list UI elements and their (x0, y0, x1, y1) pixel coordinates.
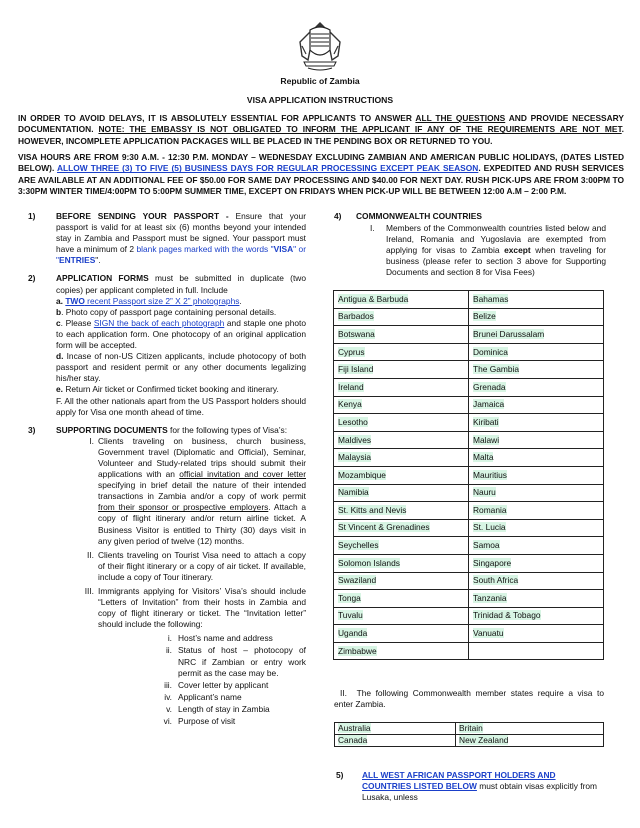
country-name: Tanzania (473, 592, 507, 603)
country-name: Singapore (473, 557, 512, 568)
processing-time-link[interactable]: ALLOW THREE (3) TO FIVE (5) BUSINESS DAYS FOR REGULAR PROCESSING EXCEPT PEAK SEASON (57, 163, 479, 174)
country-name: Antigua & Barbuda (338, 293, 409, 304)
country-name: Mauritius (473, 469, 507, 480)
table-cell (334, 519, 469, 537)
country-name: Romania (473, 504, 507, 515)
country-name: Samoa (473, 540, 500, 551)
country-name: Maldives (338, 434, 372, 445)
country-name: Nauru (473, 487, 496, 498)
country-name: Dominica (473, 346, 508, 357)
country-name: Solomon Islands (338, 557, 400, 568)
country-name: Tuvalu (338, 610, 363, 621)
country-name: Britain (459, 723, 483, 733)
table-cell (469, 343, 604, 361)
country-name: Grenada (473, 381, 506, 392)
country-name: Zimbabwe (338, 645, 377, 656)
table-row (334, 484, 604, 502)
country-name: Ireland (338, 381, 364, 392)
table-cell (469, 537, 604, 555)
country-name: Malawi (473, 434, 500, 445)
list-item: ii. Status of host – photocopy of NRC if Zambian or entry work permit as the case may be. (165, 645, 306, 678)
table-cell (469, 554, 604, 572)
table-cell (334, 326, 469, 344)
country-name: Botswana (338, 328, 375, 339)
list-item: vi. Purpose of visit (163, 716, 236, 727)
west-african-countries-link[interactable]: ALL WEST AFRICAN PASSPORT HOLDERS AND COUNTRIES LISTED BELOW (362, 770, 556, 792)
table-cell (469, 642, 604, 660)
photographs-link[interactable]: recent Passport size 2” X 2” photographs (84, 295, 240, 306)
country-name: Fiji Island (338, 364, 374, 375)
intro-paragraph-hours: VISA HOURS ARE FROM 9:30 A.M. - 12:30 P.M. MONDAY – WEDNESDAY EXCLUDING ZAMBIAN AND AMERICAN PUBLIC HOLIDAYS, (DATES LISTED BELOW). ALLOW THREE (3) TO FIVE (5) BUSINESS DAYS FOR REGULAR PROCESSING EXCEPT PEAK SEASON. EXPEDITED AND RUSH SERVICES ARE AVAILABLE AT AN ADDITIONAL FEE OF $50.00 FOR SAME DAY PROCESSING AND $40.00 FOR NEXT DAY. RUSH PICK-UPS ARE FROM 3:00PM TO 3:30PM WINTER TIME/4:00PM TO 5:00PM SUMMER TIME, EXCEPT ON FRIDAYS WHEN PICK-UP WILL BE BETWEEN 12:00 A.M – 2:00 P.M. (18, 152, 624, 197)
table-cell (456, 735, 604, 747)
table-cell (334, 343, 469, 361)
coat-of-arms-icon (296, 20, 344, 72)
two-photos-link[interactable]: TWO (65, 295, 85, 306)
table-row (334, 414, 604, 432)
country-name: Jamaica (473, 399, 505, 410)
table-cell (469, 326, 604, 344)
table-row (334, 590, 604, 608)
table-cell (334, 607, 469, 625)
country-name: Malta (473, 452, 494, 463)
country-name: Australia (338, 723, 371, 733)
country-name: Mozambique (338, 469, 386, 480)
list-item: d. Incase of non-US Citizen applicants, include photocopy of both passport and resident permit or any other documents legalizing his/her stay. (56, 351, 306, 384)
table-row (334, 378, 604, 396)
table-cell (334, 378, 469, 396)
intro-paragraph-1: IN ORDER TO AVOID DELAYS, IT IS ABSOLUTELY ESSENTIAL FOR APPLICANTS TO ANSWER ALL THE QUESTIONS AND PROVIDE NECESSARY DOCUMENTATION. NOTE: THE EMBASSY IS NOT OBLIGATED TO INFORM THE APPLICANT IF ANY OF THE REQUIREMENTS ARE NOT MET. HOWEVER, INCOMPLETE APPLICATION PACKAGES WILL BE PLACED IN THE PENDING BOX OR RETURNED TO YOU. (18, 113, 624, 146)
table-cell (456, 723, 604, 735)
table-cell (469, 431, 604, 449)
table-cell (469, 484, 604, 502)
country-name: Republic of Zambia (280, 76, 360, 86)
sign-photo-link[interactable]: SIGN the back of each photograph (93, 317, 225, 328)
list-item: F. All the other nationals apart from the US Passport holders should apply for Visa one month ahead of time. (56, 395, 306, 417)
list-item: e. Return Air ticket or Confirmed ticket booking and itinerary. (56, 384, 279, 395)
country-name: New Zealand (459, 735, 509, 746)
list-item: a. TWO recent Passport size 2” X 2” photographs. (56, 295, 242, 306)
country-name: Seychelles (338, 540, 379, 551)
table-cell (334, 537, 469, 555)
table-cell (334, 361, 469, 379)
table-row (335, 735, 604, 747)
table-cell (469, 607, 604, 625)
table-cell (469, 590, 604, 608)
country-name: Cyprus (338, 346, 365, 357)
table-cell (334, 431, 469, 449)
commonwealth-table (333, 290, 604, 660)
table-cell (334, 642, 469, 660)
section-heading-commonwealth: 4) COMMONWEALTH COUNTRIES (334, 211, 482, 221)
country-name: St. Kitts and Nevis (338, 504, 407, 515)
visa-required-text: II. The following Commonwealth member states require a visa to enter Zambia. (334, 688, 605, 710)
country-name: Kenya (338, 399, 362, 410)
visa-required-table (334, 722, 604, 747)
table-cell (334, 396, 469, 414)
table-cell (334, 414, 469, 432)
table-row (334, 449, 604, 467)
country-name: Kiribati (473, 416, 499, 427)
country-name: Malaysia (338, 452, 372, 463)
table-cell (334, 554, 469, 572)
table-row (334, 466, 604, 484)
table-row (334, 537, 604, 555)
list-item: iv. Applicant’s name (164, 691, 242, 702)
country-name: Bahamas (473, 293, 509, 304)
country-name: Trinidad & Tobago (473, 610, 541, 621)
country-name: Tonga (338, 592, 361, 603)
table-row (334, 519, 604, 537)
table-cell (469, 625, 604, 643)
table-row (334, 361, 604, 379)
country-name: St Vincent & Grenadines (338, 522, 430, 533)
table-cell (469, 519, 604, 537)
item-supporting-documents: 3) SUPPORTING DOCUMENTS for the following types of Visa’s: I. Clients traveling on business, church business, Government travel (Diplomatic and Official), Seminar, Volunteer and Study-related trips should submit their applications with an official invitation and cover letter specifying in brief detail the nature of their intended transactions in Zambia and/or a copy of work permit from their sponsor or prospective employers. Attach a copy of flight itinerary and/or return airline ticket. A Business Visitor is entitled to Thirty (30) days visit in any given period of twelve (12) months. II. Clients traveling on Tourist Visa need to attach a copy of their flight itinerary or a copy of air ticket. If available, include a copy of Tour itinerary. III. Immigrants applying for Visitors’ Visa’s should include “Letters of Invitation” from their hosts in Zambia and copy of flight itinerary or ticket. The “Invitation letter” should include the following: i. Host’s name and address ii. Status of host – photocopy of NRC if Zambian or entry work permit as the case may be. iii. Cover letter by applicant iv. Applicant’s name v. Length of stay in Zambia vi. Purpose of visit (28, 424, 306, 727)
table-cell (335, 735, 456, 747)
list-item: III. Immigrants applying for Visitors’ Visa’s should include “Letters of Invitation” from their hosts in Zambia and copy of flight itinerary or ticket. The “Invitation letter” should include the following: (84, 586, 306, 630)
table-cell (469, 449, 604, 467)
table-row (334, 326, 604, 344)
table-row (334, 431, 604, 449)
country-name: Swaziland (338, 575, 377, 586)
table-row (335, 723, 604, 735)
country-name: Uganda (338, 628, 368, 639)
commonwealth-exemption-text: I. Members of the Commonwealth countries listed below and Ireland, Romania and Yugoslavia are exempted from applying for visas to Zambia except when traveling for business (please refer to section 3 above for Supporting Documents and section 8 for Visa Fees) (370, 223, 606, 278)
table-cell (334, 291, 469, 309)
item-before-sending-passport: 1) BEFORE SENDING YOUR PASSPORT - Ensure that your passport is valid for at least six (6) months beyond your intended stay in Zambia and Passport must be signed. Your passport must have a minimum of 2 blank pages marked with the words "VISA" or "ENTRIES". (28, 211, 307, 266)
country-name: Vanuatu (473, 628, 504, 639)
table-cell (469, 378, 604, 396)
country-name: South Africa (473, 575, 519, 586)
table-cell (469, 361, 604, 379)
left-column (28, 211, 307, 734)
country-name: Namibia (338, 487, 369, 498)
table-cell (469, 396, 604, 414)
table-row (334, 625, 604, 643)
table-row (334, 572, 604, 590)
table-row (334, 642, 604, 660)
table-cell (335, 723, 456, 735)
list-item: b. Photo copy of passport page containing personal details. (56, 306, 277, 317)
country-name: Belize (473, 311, 496, 322)
table-row (334, 502, 604, 520)
table-cell (469, 308, 604, 326)
table-cell (334, 590, 469, 608)
list-item: c. Please SIGN the back of each photograph and staple one photo to each application form. One photocopy of an original application form will be accepted. (56, 317, 307, 351)
table-row (334, 396, 604, 414)
invitation-letter-list (56, 633, 306, 727)
right-column (334, 211, 606, 279)
table-cell (334, 484, 469, 502)
list-item: iii. Cover letter by applicant (164, 679, 269, 690)
item-application-forms: 2) APPLICATION FORMS must be submitted in duplicate (two copies) per applicant completed in full. Include a. TWO recent Passport size 2” X 2” photographs. b. Photo copy of passport page containing personal details. c. Please SIGN the back of each photograph and staple one photo to each application form. One photocopy of an original application form will be accepted. d. Incase of non-US Citizen applicants, include photocopy of both passport and resident permit or any other documents legalizing his/her stay. e. Return Air ticket or Confirmed ticket booking and itinerary. F. All the other nationals apart from the US Passport holders should apply for Visa one month ahead of time. (28, 273, 307, 417)
table-cell (334, 449, 469, 467)
country-name: Lesotho (338, 416, 368, 427)
country-name: Canada (338, 735, 368, 746)
table-cell (334, 308, 469, 326)
table-cell (469, 414, 604, 432)
table-cell (334, 572, 469, 590)
table-cell (469, 502, 604, 520)
country-name: Brunei Darussalam (473, 328, 545, 339)
table-cell (334, 466, 469, 484)
table-cell (469, 466, 604, 484)
item-west-african: 5) ALL WEST AFRICAN PASSPORT HOLDERS AND COUNTRIES LISTED BELOW must obtain visas explicitly from Lusaka, unless (336, 770, 598, 803)
page-title: VISA APPLICATION INSTRUCTIONS (246, 95, 394, 105)
table-row (334, 343, 604, 361)
table-cell (334, 502, 469, 520)
list-item: v. Length of stay in Zambia (166, 703, 270, 714)
table-cell (334, 625, 469, 643)
table-row (334, 607, 604, 625)
table-row (334, 308, 604, 326)
list-item: II. Clients traveling on Tourist Visa need to attach a copy of their flight itinerary or a copy of air ticket. If available, include a copy of Tour itinerary. (87, 549, 306, 582)
list-item: i. Host’s name and address (167, 633, 273, 644)
list-item: I. Clients traveling on business, church business, Government travel (Diplomatic and Official), Seminar, Volunteer and Study-related trips should submit their applications with an official invitation and cover letter specifying in brief detail the nature of their intended transactions in Zambia and/or a copy of work permit from their sponsor or prospective employers. Attach a copy of flight itinerary and/or return airline ticket. A Business Visitor is entitled to Thirty (30) days visit in any given period of twelve (12) months. (89, 435, 306, 546)
table-row (334, 554, 604, 572)
table-cell (469, 572, 604, 590)
table-cell (469, 291, 604, 309)
table-row (334, 291, 604, 309)
country-name: The Gambia (473, 364, 520, 375)
country-name: St. Lucia (473, 522, 506, 533)
country-name: Barbados (338, 311, 374, 322)
